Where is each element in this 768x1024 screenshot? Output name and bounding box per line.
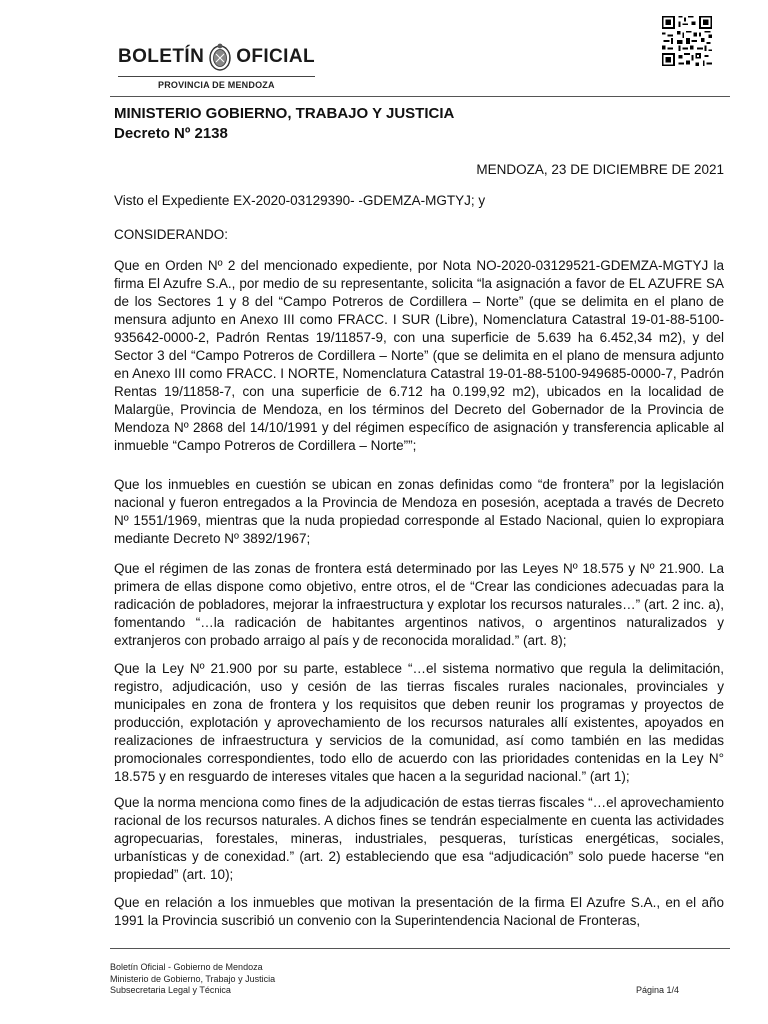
logo-word-right: OFICIAL — [236, 46, 315, 67]
page-footer — [110, 962, 275, 997]
footer-line-ministry: Ministerio de Gobierno, Trabajo y Justicia — [110, 973, 276, 984]
page-header — [110, 30, 730, 100]
paragraph: Que la norma menciona como fines de la adjudicación de estas tierras fiscales “…el aprovechamiento racional de los recursos naturales. A dichos fines se tendrán especialmente en cuenta las actividades agropecuarias, forestales, mineras, industriales, pesqueras, turísticas energéticas, sociales, urbanísticas y de conexidad.” (art. 2) estableciendo que esa “adjudicación” solo puede hacerse “en propiedad” (art. 10); — [114, 795, 724, 882]
decree-number: Decreto Nº 2138 — [114, 125, 228, 142]
considerando-heading: CONSIDERANDO: — [114, 227, 229, 242]
logo-word-left: BOLETÍN — [118, 46, 205, 67]
qr-code-icon — [660, 14, 714, 68]
paragraph: Que los inmuebles en cuestión se ubican en zonas definidas como “de frontera” por la legislación nacional y fueron entregados a la Provincia de Mendoza en posesión, aceptada a través de Decreto Nº 1551/1969, mientras que la nuda propiedad corresponde al Estado Nacional, quien lo expropiara mediante Decreto Nº 3892/1967; — [114, 477, 724, 546]
paragraph: Que en relación a los inmuebles que motivan la presentación de la firma El Azufre S.A., en el año 1991 la Provincia suscribió un convenio con la Superintendencia Nacional de Fronteras, — [114, 895, 724, 928]
ministry-heading: MINISTERIO GOBIERNO, TRABAJO Y JUSTICIA — [114, 105, 455, 122]
visto-line: Visto el Expediente EX-2020-03129390- -GDEMZA-MGTYJ; y — [114, 193, 486, 208]
logo-subtitle: PROVINCIA DE MENDOZA — [158, 80, 275, 90]
footer-line-publisher: Boletín Oficial - Gobierno de Mendoza — [110, 962, 263, 972]
page-number: Página 1/4 — [636, 985, 680, 995]
paragraph: Que el régimen de las zonas de frontera está determinado por las Leyes Nº 18.575 y Nº 21.900. La primera de ellas dispone como objetivo, entre otros, el de “Crear las condiciones adecuadas para la radicación de pobladores, mejorar la infraestructura y explotar los recursos naturales…” (art. 2 inc. a), fomentando “…la radicación de habitantes argentinos nativos, o argentinos naturalizados y extranjeros con probado arraigo al país y de reconocida moralidad.” (art. 8); — [114, 561, 724, 648]
header-divider — [110, 96, 730, 97]
footer-divider — [110, 948, 730, 949]
place-date: MENDOZA, 23 DE DICIEMBRE DE 2021 — [476, 162, 724, 177]
logo-divider — [118, 76, 315, 77]
footer-line-office: Subsecretaria Legal y Técnica — [110, 985, 231, 995]
paragraph: Que en Orden Nº 2 del mencionado expediente, por Nota NO-2020-03129521-GDEMZA-MGTYJ la firma El Azufre S.A., por medio de su representante, solicita “la asignación a favor de EL AZUFRE SA de los Sectores 1 y 8 del “Campo Potreros de Cordillera – Norte” (que se delimita en el plano de mensura adjunto en Anexo III como FRACC. I SUR (Libre), Nomenclatura Catastral 19-01-88-5100-935642-0000-2, Padrón Rentas 19/11857-9, con una superficie de 5.639 ha 6.452,34 m2), y del Sector 3 del “Campo Potreros de Cordillera – Norte” (que se delimita en el plano de mensura adjunto en Anexo III como FRACC. I NORTE, Nomenclatura Catastral 19-01-88-5100-949685-0000-7, Padrón Rentas 19/11858-7, con una superficie de 6.712 ha 0.199,92 m2), ubicados en la localidad de Malargüe, Provincia de Mendoza, en los términos del Decreto del Gobernador de la Provincia de Mendoza Nº 2868 del 14/10/1991 y del régimen específico de asignación y transferencia aplicable al inmueble “Campo Potreros de Cordillera – Norte””; — [114, 258, 724, 453]
paragraph: Que la Ley Nº 21.900 por su parte, establece “…el sistema normativo que regula la delimitación, registro, adjudicación, uso y cesión de las tierras fiscales rurales nacionales, provinciales y municipales en zona de frontera y los requisitos que deben reunir los programas y proyectos de producción, explotación y aprovechamiento de los recursos naturales allí existentes, apoyados en realizaciones de infraestructura y servicios de la comunidad, así como también en las medidas promocionales correspondientes, todo ello de acuerdo con las prioridades contenidas en la Ley N° 18.575 y en resguardo de intereses vitales que hacen a la seguridad nacional.” (art 1); — [114, 661, 724, 784]
document-title — [114, 104, 454, 144]
provincial-seal-icon — [207, 42, 233, 72]
boletin-oficial-logo — [118, 38, 318, 93]
